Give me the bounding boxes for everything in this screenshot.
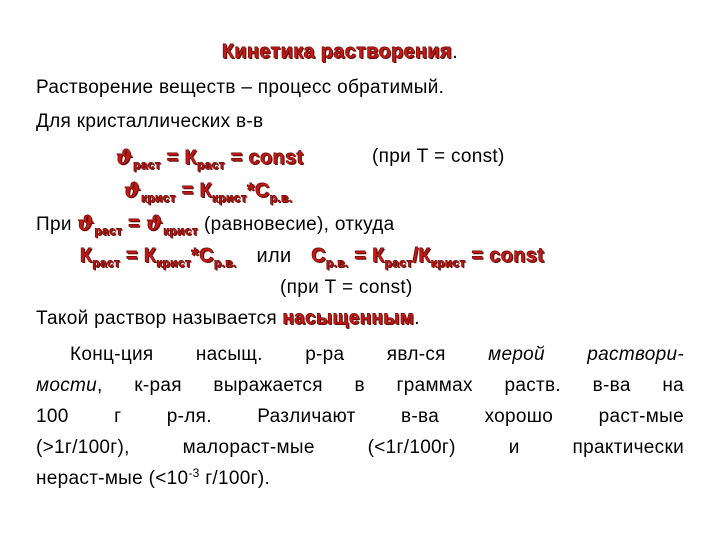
formula-rast-part: $ϑ_{раст} = К_{раст}$ = const [116, 145, 304, 172]
paragraph-line-3: 100 г р-ля. Различают в-ва хорошо раст-мые [36, 406, 684, 427]
theta-symbol: ϑ [116, 145, 134, 169]
paragraph-line-2: мости, к-рая выражается в граммах раств. в-ва на [36, 375, 684, 396]
formula-rate-crystallization [124, 178, 292, 203]
equilibrium-line: При $ϑ_{раст} = ϑ_{крист}$ (равновесие), откуда [36, 211, 395, 238]
paragraph-line-1: Конц-ция насыщ. р-ра явл-ся мерой раствори- [70, 344, 684, 365]
formula-k-rast: $К_{раст} = К_{крист}*С_{р.в.}$ [80, 245, 237, 270]
formula-rate-dissolution [116, 145, 304, 170]
slide-title [222, 40, 458, 64]
formula-krist-part: $ϑ_{крист} = К_{крист}*С_{р.в.}$ [124, 178, 293, 205]
title-text: Кинетика растворения [222, 41, 453, 63]
saturated-term: насыщенным [282, 308, 415, 329]
saturated-line: Такой раствор называется насыщенным. [36, 308, 420, 329]
temperature-note-1: (при Т = const) [372, 146, 505, 167]
solubility-formula-line: $К_{раст} = К_{крист}*С_{р.в.}$ или $С_{р.в.} = К_{раст}/К_{крист}$ = const [80, 245, 545, 270]
theta-symbol: ϑ [124, 178, 142, 202]
theta-symbol: ϑ [146, 211, 164, 235]
formula-c-rv: $С_{р.в.} = К_{раст}/К_{крист}$ = const [311, 245, 545, 270]
title-dot: . [452, 41, 458, 63]
theta-symbol: ϑ [77, 211, 95, 235]
intro-line: Растворение веществ – процесс обратимый. [36, 77, 445, 98]
crystal-line: Для кристаллических в-в [36, 111, 264, 132]
paragraph-line-4: (>1г/100г), малораст-мые (<1г/100г) и практически [36, 437, 684, 458]
paragraph-line-5: нераст-мые ($<10^{-3}$ г/100г). [36, 466, 271, 489]
equilibrium-formula: $ϑ_{раст} = ϑ_{крист}$ [77, 211, 199, 238]
temperature-note-2: (при Т = const) [280, 277, 413, 298]
